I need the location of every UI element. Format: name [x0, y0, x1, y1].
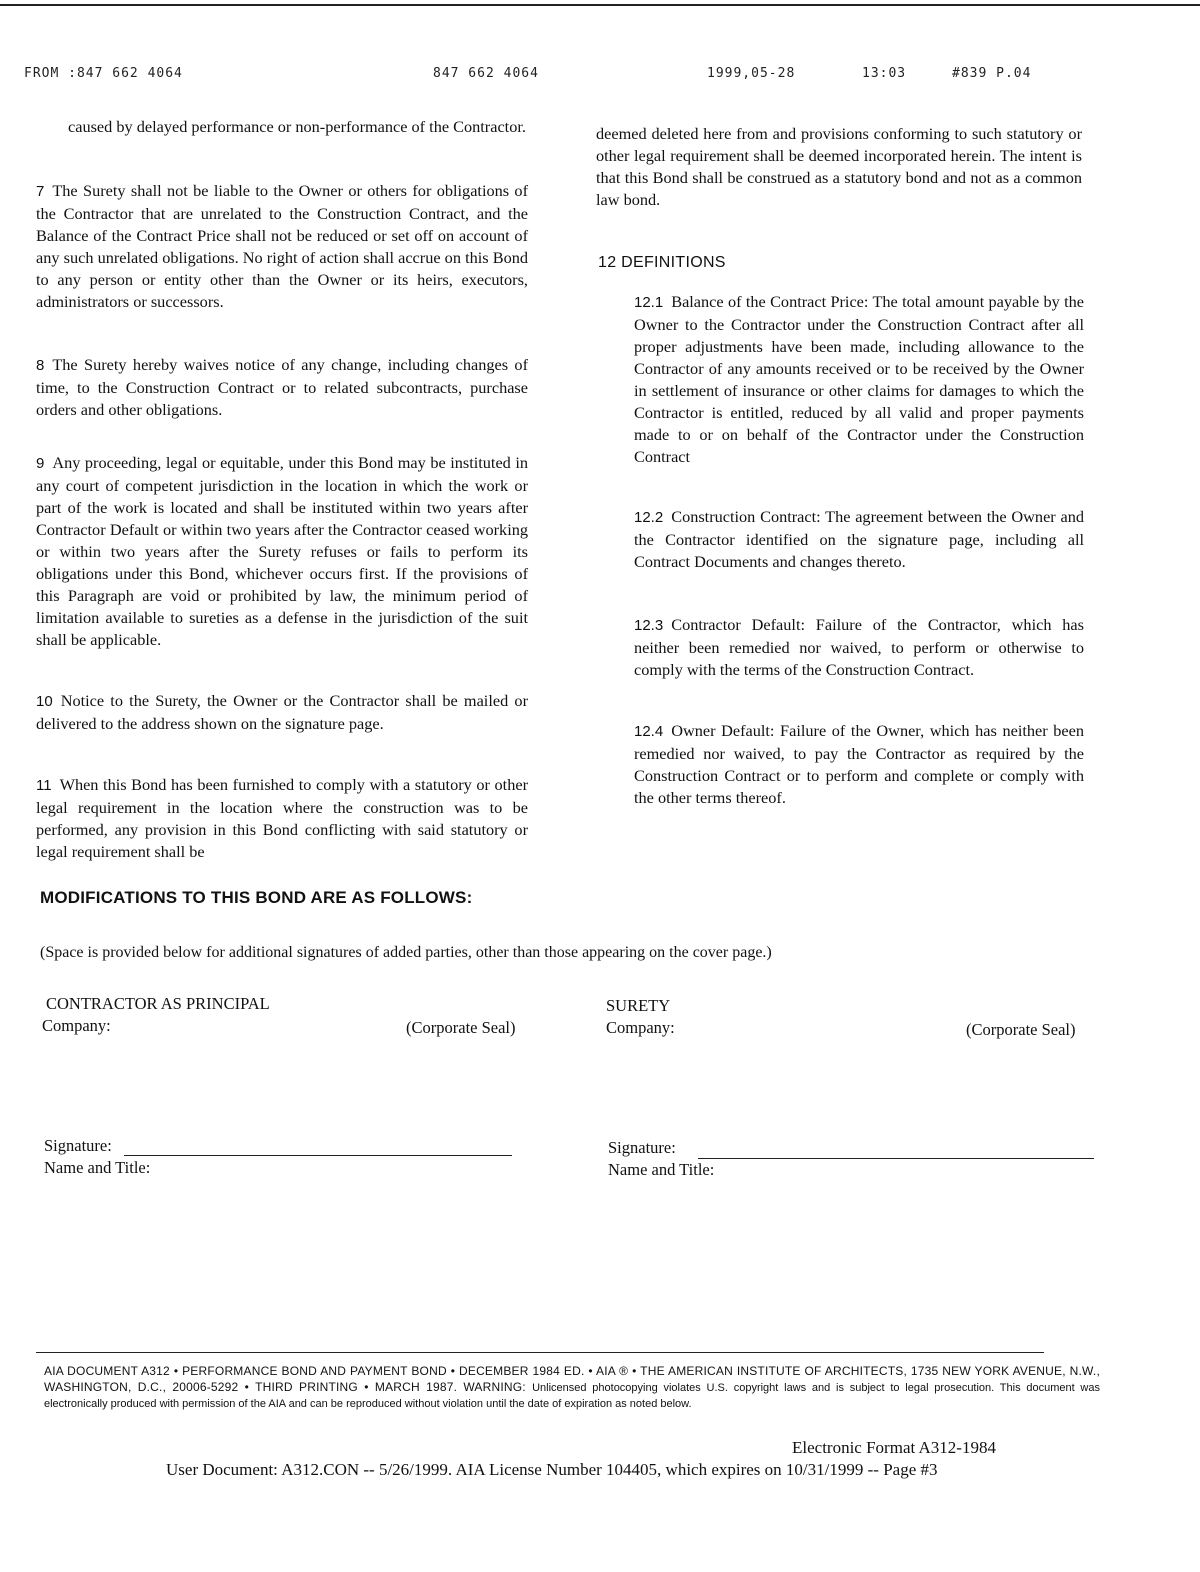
left-column-continuation [68, 116, 528, 138]
paragraph-7 [36, 180, 528, 313]
contractor-corporate-seal: (Corporate Seal) [406, 1018, 516, 1037]
contractor-signature-label: Signature: [44, 1136, 112, 1155]
fax-page: #839 P.04 [952, 66, 1032, 81]
definition-text: Owner Default: Failure of the Owner, which has neither been remedied nor waived, to pay the Contractor as required by the Construction Contract or to perform and complete or comply with the other terms thereof. [634, 721, 1084, 807]
footer-aia-notice [44, 1364, 1100, 1413]
definitions-heading: 12 DEFINITIONS [598, 254, 726, 271]
definition-text: Contractor Default: Failure of the Contractor, which has neither been remedied nor waived, to perform or otherwise to comply with the terms of the Construction Contract. [634, 615, 1084, 679]
definition-text: Construction Contract: The agreement between the Owner and the Contractor identified on the signature page, including all Contract Documents and changes thereto. [634, 507, 1084, 571]
paragraph-text: The Surety hereby waives notice of any change, including changes of time, to the Construction Contract or to related subcontracts, purchase orders and other obligations. [36, 355, 528, 419]
surety-title: SURETY [606, 996, 671, 1015]
continuation-text: deemed deleted here from and provisions conforming to such statutory or other legal requirement shall be deemed incorporated herein. The intent is that this Bond shall be construed as a statutory bond and not as a common law bond. [596, 124, 1082, 209]
definition-number: 12.4 [634, 723, 664, 740]
contractor-title: CONTRACTOR AS PRINCIPAL [46, 994, 270, 1013]
paragraph-11 [36, 774, 528, 863]
space-note: (Space is provided below for additional signatures of added parties, other than those appearing on the cover page.) [40, 944, 772, 961]
definition-text: Balance of the Contract Price: The total amount payable by the Owner to the Contractor under the Construction Contract after all proper adjustments have been made, including allowance to the Contractor of any amounts received or to be received by the Owner in settlement of insurance or other claims for damages to which the Contractor is entitled, reduced by all valid and proper payments made to or on behalf of the Contractor under the Construction Contract [634, 292, 1084, 466]
paragraph-number: 10 [36, 693, 53, 710]
definition-number: 12.2 [634, 509, 664, 526]
paragraph-text: Any proceeding, legal or equitable, under this Bond may be instituted in any court of competent jurisdiction in the location in which the work or part of the work is located and shall be instituted within two years after Contractor Default or within two years after the Contractor ceased working or within two years after the Surety refuses or fails to perform its obligations under this Bond, whichever occurs first. If the provisions of this Paragraph are void or prohibited by law, the minimum period of limitation available to sureties as a defense in the jurisdiction of the suit shall be applicable. [36, 453, 528, 649]
paragraph-8 [36, 354, 528, 421]
electronic-format: Electronic Format A312-1984 [792, 1438, 996, 1457]
fax-time: 13:03 [862, 66, 907, 81]
surety-signature-line[interactable] [698, 1158, 1094, 1159]
contractor-company-label: Company: [42, 1016, 111, 1035]
surety-corporate-seal: (Corporate Seal) [966, 1020, 1076, 1039]
fax-date: 1999,05-28 [707, 66, 796, 81]
paragraph-10 [36, 690, 528, 735]
paragraph-text: Notice to the Surety, the Owner or the Contractor shall be mailed or delivered to the address shown on the signature page. [36, 691, 528, 733]
fax-from: FROM :847 662 4064 [24, 66, 183, 81]
paragraph-number: 9 [36, 455, 45, 472]
fax-number: 847 662 4064 [433, 66, 539, 81]
paragraph-9 [36, 452, 528, 651]
continuation-text: caused by delayed performance or non-performance of the Contractor. [68, 117, 526, 136]
contractor-signature-line[interactable] [124, 1155, 512, 1156]
footer-rule [36, 1352, 1044, 1353]
surety-company-label: Company: [606, 1018, 675, 1037]
surety-signature-label: Signature: [608, 1138, 676, 1157]
paragraph-number: 8 [36, 357, 45, 374]
definition-12-1 [634, 291, 1084, 468]
top-border-line [0, 4, 1200, 6]
contractor-name-title-label: Name and Title: [44, 1158, 151, 1177]
surety-name-title-label: Name and Title: [608, 1160, 715, 1179]
definition-12-4 [634, 720, 1084, 809]
definition-12-2 [634, 506, 1084, 573]
definition-number: 12.1 [634, 294, 664, 311]
paragraph-number: 7 [36, 183, 45, 200]
paragraph-text: When this Bond has been furnished to comply with a statutory or other legal requirement in the location where the construction was to be performed, any provision in this Bond conflicting with said statutory or legal requirement shall be [36, 775, 528, 861]
right-column-continuation [596, 123, 1082, 211]
modifications-heading: MODIFICATIONS TO THIS BOND ARE AS FOLLOWS: [40, 888, 473, 907]
definition-number: 12.3 [634, 617, 664, 634]
definition-12-3 [634, 614, 1084, 681]
user-document-line: User Document: A312.CON -- 5/26/1999. AIA License Number 104405, which expires on 10/31/1999 -- Page #3 [166, 1460, 938, 1479]
copyright-warning: Unlicensed photocopying violates U.S. copyright laws and is subject to legal prosecution. This document was electronically produced with permission of the AIA and can be reproduced without violation until the date of expiration as noted below. [44, 1381, 1100, 1410]
paragraph-text: The Surety shall not be liable to the Owner or others for obligations of the Contractor that are unrelated to the Construction Contract, and the Balance of the Contract Price shall not be reduced or set off on account of any such unrelated obligations. No right of action shall accrue on this Bond to any person or entity other than the Owner or its heirs, executors, administrators or successors. [36, 181, 528, 311]
aia-document-line: AIA DOCUMENT A312 • PERFORMANCE BOND AND PAYMENT BOND • DECEMBER 1984 ED. • AIA ® • THE AMERICAN INSTITUTE OF ARCHITECTS, 1735 NEW YORK AVENUE, N.W., WASHINGTON, D.C., 20006-5292 • THIRD PRINTING • MARCH 1987. WARNING: [44, 1364, 1100, 1394]
paragraph-number: 11 [36, 777, 52, 794]
